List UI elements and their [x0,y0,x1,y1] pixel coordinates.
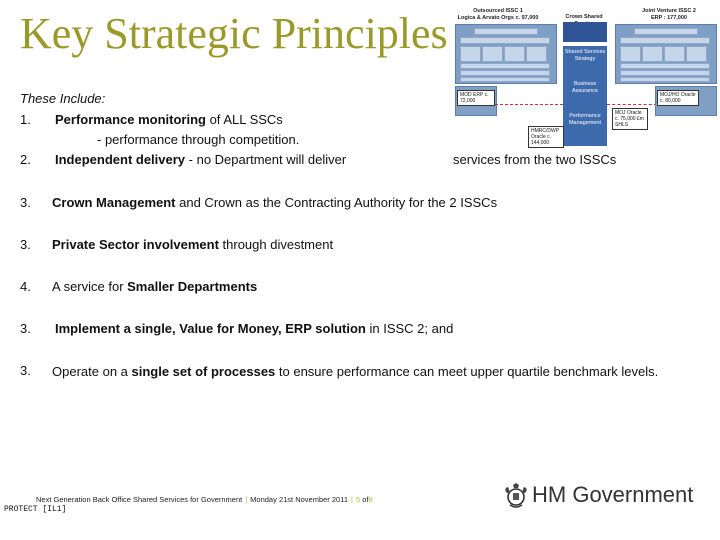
item-text: A service for [52,279,128,294]
diagram-header-issc1: Outsourced ISSC 1 Logica & Arvato Orgs c. 97,000 [457,8,539,21]
item-text: through divestment [218,237,334,252]
footer-page-total: 8 [368,495,373,504]
protective-marking: PROTECT [IL1] [4,505,67,514]
governance-box [563,22,607,42]
mod-erp-box: MOD ERP c. 72,000 [457,90,495,106]
footer-page-number: 5 [355,495,361,504]
intro-text: These Include: [20,91,106,106]
item-number: 3. [20,321,31,336]
item-bold-text: Implement a single, Value for Money, ERP solution [55,321,366,336]
item-text: to ensure performance can meet upper quartile benchmark levels. [275,364,659,379]
item-bold-text: Smaller Departments [127,279,258,294]
item-text: in ISSC 2; and [365,321,454,336]
item-sub-text: - performance through competition. [97,132,300,147]
connector-line [607,104,657,105]
item-number: 3. [20,195,31,210]
item-tail-text: services from the two ISSCs [453,152,617,167]
diagram-header-governance: Crown Shared [565,14,603,20]
hm-government-wordmark: HM Government [532,482,694,507]
item-text: Operate on a [52,364,132,379]
item-bold-text: Crown Management [52,195,176,210]
footer-date: Monday 21st November 2011 [250,495,349,504]
hmrc-oracle-box: HMRC/DWP Oracle c. 144,000 [528,126,564,148]
item-number: 3. [20,363,31,378]
org-structure-diagram [455,8,717,150]
footer-line: Next Generation Back Office Shared Services for Government | Monday 21st November 2011 | 5 of8 [36,495,373,504]
issc1-block [455,24,557,84]
royal-crest-icon [502,482,530,510]
issc2-block [615,24,717,84]
hm-government-logo [502,482,717,512]
item-number: 4. [20,279,31,294]
page-title: Key Strategic Principles [20,9,448,58]
moj-oracle-box: MOJ Oracle c. 75,000 £m SHLS [612,108,648,130]
item-number: 3. [20,237,31,252]
item-bold-text: Performance monitoring [55,112,206,127]
item-bold-text: Private Sector involvement [52,237,219,252]
connector-line [495,104,563,105]
footer-of: of [362,495,369,504]
item-number: 1. [20,112,31,127]
footer-title: Next Generation Back Office Shared Services for Government [36,495,243,504]
item-number: 2. [20,152,31,167]
item-text: of ALL SSCs [205,112,283,127]
governance-column: Shared Services Strategy Business Assurance Performance Management [563,46,607,146]
item-bold-text: Independent delivery [55,152,186,167]
item-text: and Crown as the Contracting Authority for the 2 ISSCs [175,195,498,210]
diagram-header-issc2: Joint Venture ISSC 2 ERP : 177,000 [642,8,696,21]
item-text: - no Department will deliver [185,152,347,167]
item-bold-text: single set of processes [131,364,276,379]
moj-ho-oracle-box: MOJ/HO Oracle c. 80,000 [657,90,699,106]
